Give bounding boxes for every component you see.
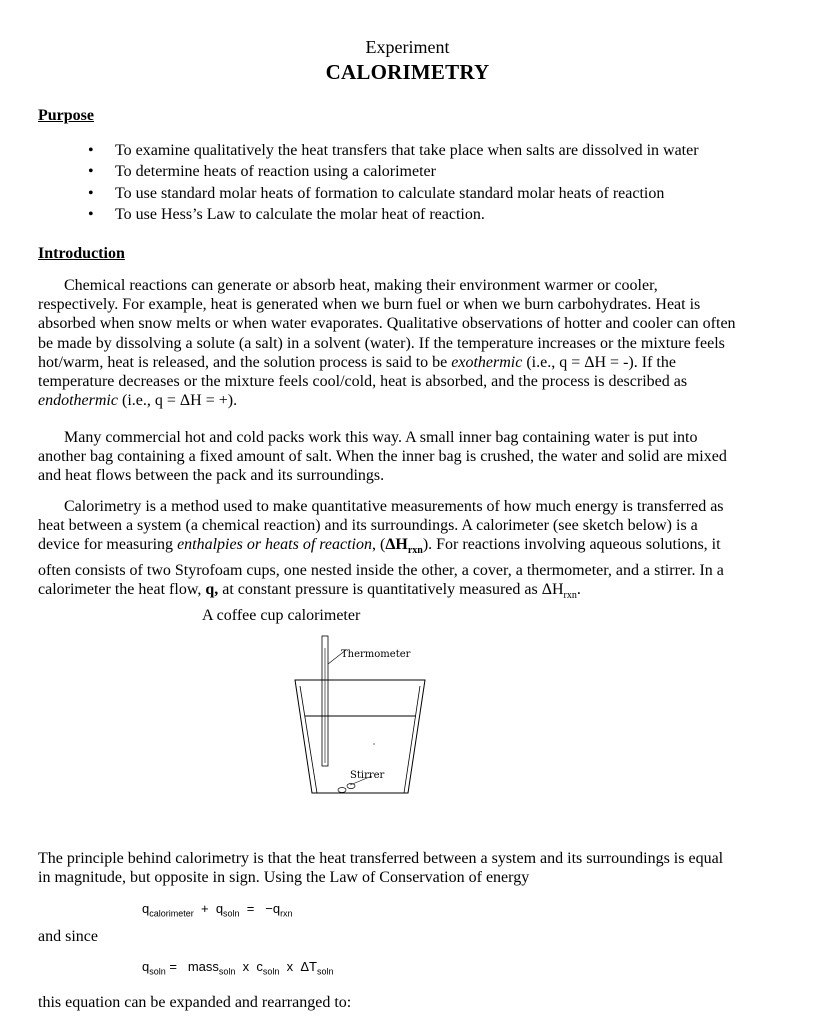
purpose-list (88, 140, 699, 225)
bullet-icon: • (88, 184, 94, 202)
thermometer-label: Thermometer (341, 649, 411, 660)
list-item: • To determine heats of reaction using a calorimeter (88, 161, 699, 182)
intro-paragraph-4: The principle behind calorimetry is that the heat transferred between a system and its surroundings is equal in magnitude, but opposite in sign. Using the Law of Conservation of energy (38, 850, 724, 887)
calorimeter-diagram (280, 628, 440, 803)
equation-1: $q_{calorimeter} + q_{soln}$ = $-q_{rxn}$ (142, 901, 293, 919)
closing-text: this equation can be expanded and rearranged to: (38, 994, 352, 1011)
inner-cup-wall-left (300, 686, 317, 793)
bullet-icon: • (88, 163, 94, 181)
bullet-icon: • (88, 205, 94, 223)
list-item: • To use Hess’s Law to calculate the molar heat of reaction. (88, 204, 699, 225)
stirrer-label: Stirrer (350, 770, 385, 781)
and-since-text: and since (38, 928, 98, 945)
purpose-heading: Purpose (38, 107, 94, 124)
list-item: • To examine qualitatively the heat transfers that take place when salts are dissolved in water (88, 140, 699, 161)
inner-cup-wall-right (404, 686, 420, 793)
experiment-label: Experiment (365, 37, 450, 57)
bullet-icon: • (88, 142, 94, 159)
list-item: • To use standard molar heats of formation to calculate standard molar heats of reaction (88, 183, 699, 204)
figure-caption: A coffee cup calorimeter (202, 607, 361, 624)
intro-paragraph-1: Chemical reactions can generate or absorb heat, making their environment warmer or cooler, respectively. For example, heat is generated when we burn fuel or when we burn carbohydrates. Heat is absorbed when snow melts or when water evaporates. Qualitative observations of hotter and cooler can often be made by dissolving a solute (a salt) in a solvent (water). If the temperature increases or the mixture feels hot/warm, heat is released, and the solution process is said to be exothermic (i.e., q = ΔH = -). If the temperature decreases or the mixture feels cool/cold, heat is absorbed, and the process is described as endothermic (i.e., q = ΔH = +). (38, 277, 736, 410)
introduction-heading: Introduction (38, 245, 125, 262)
stirrer-ring (347, 784, 355, 789)
page-title: CALORIMETRY (325, 60, 490, 84)
intro-paragraph-3: Calorimetry is a method used to make quantitative measurements of how much energy is transferred as heat between a system (a chemical reaction) and its surroundings. A calorimeter (see sketch below) is a device for measuring enthalpies or heats of reaction, $(\Delta H_{rxn})$. For reactions involving aqueous solutions, it often consists of two Styrofoam cups, one nested inside the other, a cover, a thermometer, and a stirrer. In a calorimeter the heat flow, q, at constant pressure is quantitatively measured as $\Delta H_{rxn}$. (38, 498, 724, 602)
equation-2: $q_{soln}$ = mass$_{soln}$ x $c_{soln}$ x $\Delta T_{soln}$ (142, 959, 334, 977)
intro-paragraph-2: Many commercial hot and cold packs work this way. A small inner bag containing water is put into another bag containing a fixed amount of salt. When the inner bag is crushed, the water and solid are mixed and heat flows between the pack and its surroundings. (38, 429, 727, 485)
stirrer-ring (338, 788, 346, 793)
